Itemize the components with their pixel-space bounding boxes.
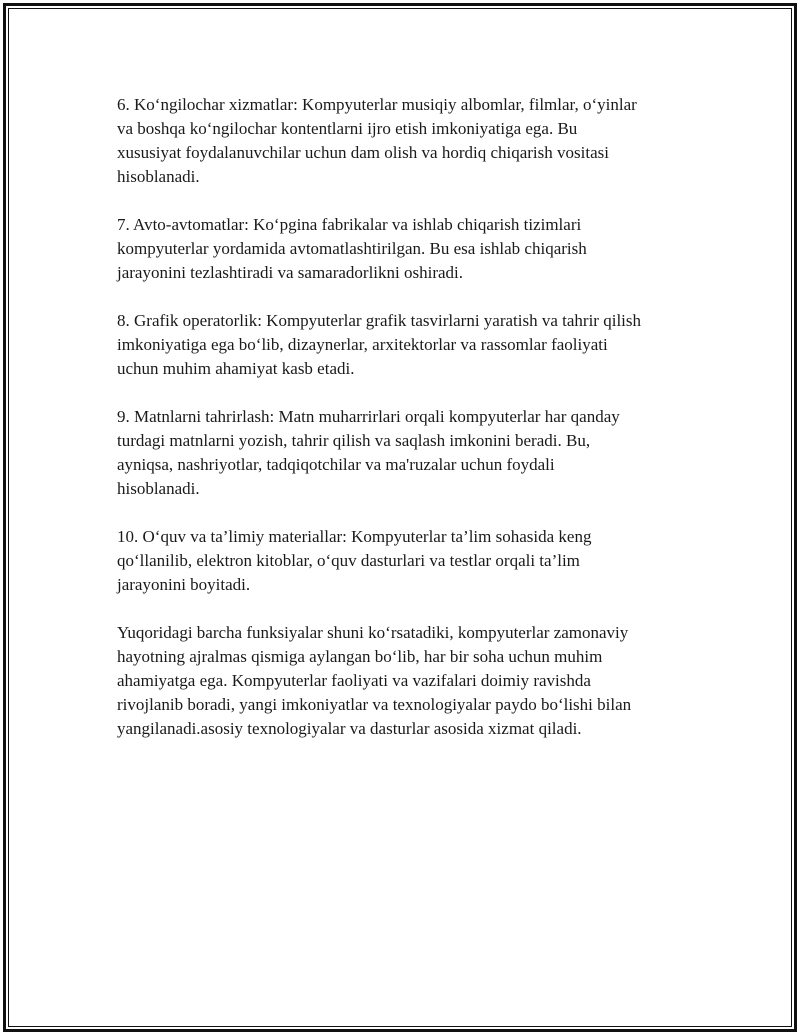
paragraph-graphics: 8. Grafik operatorlik: Kompyuterlar grafik tasvirlarni yaratish va tahrir qilish imkoniyatiga ega bo‘lib, dizaynerlar, arxitektorlar va rassomlar faoliyati uchun muhim ahamiyat kasb etadi. [117,311,642,378]
paragraph-text-editing: 9. Matnlarni tahrirlash: Matn muharrirlari orqali kompyuterlar har qanday turdagi matnlarni yozish, tahrir qilish va saqlash imkonini beradi. Bu, ayniqsa, nashriyotlar, tadqiqotchilar va ma'ruzalar uchun foydali hisoblanadi. [117,407,620,498]
paragraph-automation: 7. Avto-avtomatlar: Ko‘pgina fabrikalar va ishlab chiqarish tizimlari kompyuterlar yordamida avtomatlashtirilgan. Bu esa ishlab chiqarish jarayonini tezlashtiradi va samaradorlikni oshiradi. [117,215,587,282]
paragraph-education-materials: 10. O‘quv va ta’limiy materiallar: Kompyuterlar ta’lim sohasida keng qo‘llanilib, elektron kitoblar, o‘quv dasturlari va testlar orqali ta’lim jarayonini boyitadi. [117,527,592,594]
paragraph-entertainment-services: 6. Ko‘ngilochar xizmatlar: Kompyuterlar musiqiy albomlar, filmlar, o‘yinlar va boshqa ko‘ngilochar kontentlarni ijro etish imkoniyatiga ega. Bu xususiyat foydalanuvchilar uchun dam olish va hordiq chiqarish vositasi hisoblanadi. [117,95,637,186]
document-body [117,93,697,765]
paragraph-conclusion: Yuqoridagi barcha funksiyalar shuni ko‘rsatadiki, kompyuterlar zamonaviy hayotning ajralmas qismiga aylangan bo‘lib, har bir soha uchun muhim ahamiyatga ega. Kompyuterlar faoliyati va vazifalari doimiy ravishda rivojlanib boradi, yangi imkoniyatlar va texnologiyalar paydo bo‘lishi bilan yangilanadi.asosiy texnologiyalar va dasturlar asosida xizmat qiladi. [117,623,632,738]
